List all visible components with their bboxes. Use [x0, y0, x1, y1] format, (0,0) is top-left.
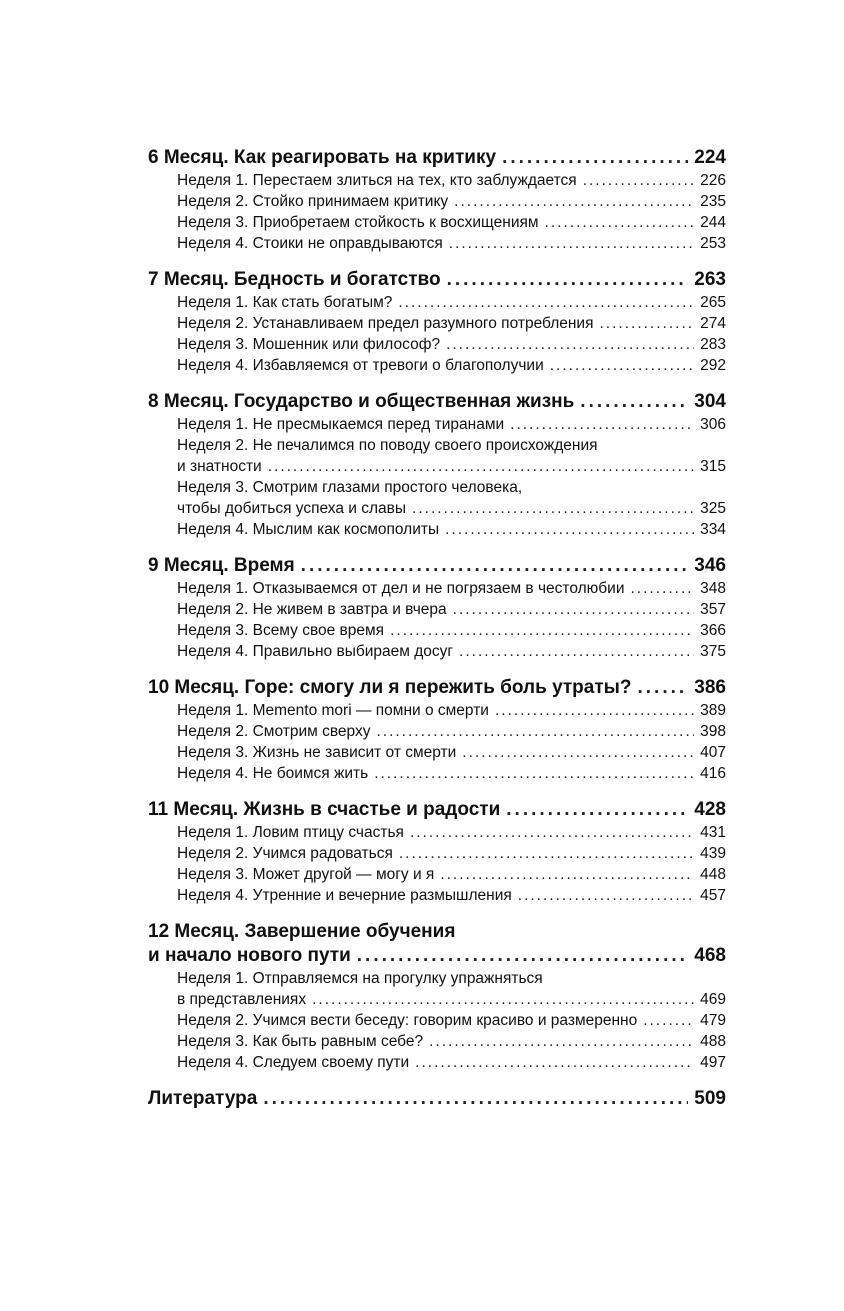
week-list — [148, 292, 726, 376]
dot-leader — [495, 700, 694, 721]
entry-title: Неделя 2. Не живем в завтра и вчера — [177, 601, 447, 618]
entry-title: Неделя 2. Учимся вести беседу: говорим красиво и размеренно — [177, 1012, 638, 1029]
entry-title: Неделя 2. Стойко принимаем критику — [177, 193, 449, 210]
week-row — [177, 456, 726, 477]
entry-title: Неделя 4. Следуем своему пути — [177, 1054, 410, 1071]
week-row — [177, 578, 726, 599]
week-row — [177, 1031, 726, 1052]
entry-title: 8 Месяц. Государство и общественная жизнь — [148, 391, 575, 412]
month-title-line1: 12 Месяц. Завершение обучения — [148, 921, 456, 942]
week-row — [177, 641, 726, 662]
dot-leader — [550, 355, 694, 376]
month-section — [148, 676, 726, 784]
week-entry — [177, 641, 726, 662]
page-number: 274 — [700, 315, 726, 332]
week-list — [148, 822, 726, 906]
week-row — [177, 313, 726, 334]
entry-title: и начало нового пути — [148, 945, 351, 966]
entry-title: Неделя 3. Мошенник или философ? — [177, 336, 441, 353]
week-row — [177, 212, 726, 233]
week-entry — [177, 212, 726, 233]
week-entry — [177, 355, 726, 376]
dot-leader — [399, 843, 694, 864]
week-row — [177, 599, 726, 620]
week-list — [148, 170, 726, 254]
week-row — [177, 700, 726, 721]
week-entry — [177, 763, 726, 784]
dot-leader — [263, 1087, 688, 1111]
month-title-row — [148, 798, 726, 822]
dot-leader — [268, 456, 694, 477]
entry-title: Неделя 4. Не боимся жить — [177, 765, 369, 782]
month-section — [148, 798, 726, 906]
entry-title: 11 Месяц. Жизнь в счастье и радости — [148, 799, 501, 820]
week-row — [177, 355, 726, 376]
page-number: 283 — [700, 336, 726, 353]
month-heading — [148, 146, 726, 170]
dot-leader — [453, 599, 694, 620]
page-number: 407 — [700, 744, 726, 761]
page-number: 235 — [700, 193, 726, 210]
week-entry — [177, 292, 726, 313]
literature-entry — [148, 1087, 726, 1111]
entry-title: Неделя 1. Отказываемся от дел и не погрязаем в честолюбии — [177, 580, 625, 597]
week-entry — [177, 519, 726, 540]
entry-title: Неделя 3. Как быть равным себе? — [177, 1033, 424, 1050]
entry-title: Неделя 4. Правильно выбираем досуг — [177, 643, 454, 660]
page-number: 366 — [700, 622, 726, 639]
dot-leader — [445, 519, 694, 540]
page-number: 346 — [694, 555, 726, 576]
week-list — [148, 968, 726, 1073]
page-number: 348 — [700, 580, 726, 597]
month-title-row — [148, 676, 726, 700]
week-entry — [177, 313, 726, 334]
week-title-line1: Неделя 1. Отправляемся на прогулку упражняться — [177, 970, 543, 987]
entry-title: Неделя 2. Смотрим сверху — [177, 723, 371, 740]
dot-leader — [583, 170, 694, 191]
dot-leader — [459, 641, 694, 662]
dot-leader — [462, 742, 694, 763]
dot-leader — [580, 390, 688, 414]
week-list — [148, 414, 726, 540]
entry-title: 7 Месяц. Бедность и богатство — [148, 269, 441, 290]
month-title-row — [148, 554, 726, 578]
week-list — [148, 700, 726, 784]
page-number: 509 — [694, 1088, 726, 1109]
page-number: 375 — [700, 643, 726, 660]
week-entry — [177, 435, 726, 477]
month-heading — [148, 554, 726, 578]
entry-title: 9 Месяц. Время — [148, 555, 295, 576]
page-number: 325 — [700, 500, 726, 517]
page-number: 253 — [700, 235, 726, 252]
entry-title: 6 Месяц. Как реагировать на критику — [148, 147, 497, 168]
entry-title: Неделя 2. Устанавливаем предел разумного потребления — [177, 315, 594, 332]
month-heading — [148, 268, 726, 292]
page-number: 306 — [700, 416, 726, 433]
week-row — [177, 1052, 726, 1073]
month-section — [148, 146, 726, 254]
week-entry — [177, 233, 726, 254]
dot-leader — [631, 578, 695, 599]
week-row — [177, 1010, 726, 1031]
week-entry — [177, 968, 726, 1010]
dot-leader — [502, 146, 688, 170]
page-number: 431 — [700, 824, 726, 841]
week-entry — [177, 700, 726, 721]
week-title-line1: Неделя 3. Смотрим глазами простого человека, — [177, 479, 523, 496]
dot-leader — [390, 620, 694, 641]
week-row — [177, 843, 726, 864]
entry-title: 10 Месяц. Горе: смогу ли я пережить боль утраты? — [148, 677, 632, 698]
dot-leader — [454, 191, 694, 212]
week-row — [177, 498, 726, 519]
month-title-row — [148, 146, 726, 170]
week-row — [177, 414, 726, 435]
entry-title: чтобы добиться успеха и славы — [177, 500, 407, 517]
week-row — [177, 864, 726, 885]
page-number: 304 — [694, 391, 726, 412]
week-entry — [177, 721, 726, 742]
month-heading — [148, 920, 726, 968]
week-entry — [177, 1010, 726, 1031]
dot-leader — [312, 989, 694, 1010]
dot-leader — [545, 212, 695, 233]
week-entry — [177, 170, 726, 191]
week-entry — [177, 742, 726, 763]
page-number: 457 — [700, 887, 726, 904]
week-row — [177, 822, 726, 843]
page-number: 416 — [700, 765, 726, 782]
page-number: 224 — [694, 147, 726, 168]
month-heading — [148, 676, 726, 700]
month-title-row — [148, 944, 726, 968]
dot-leader — [643, 1010, 694, 1031]
entry-title: Неделя 1. Перестаем злиться на тех, кто заблуждается — [177, 172, 577, 189]
dot-leader — [447, 268, 689, 292]
dot-leader — [440, 864, 694, 885]
page-number: 439 — [700, 845, 726, 862]
page-number: 265 — [700, 294, 726, 311]
dot-leader — [518, 885, 694, 906]
page-number: 389 — [700, 702, 726, 719]
entry-title: Неделя 2. Учимся радоваться — [177, 845, 393, 862]
page-number: 244 — [700, 214, 726, 231]
month-heading — [148, 798, 726, 822]
dot-leader — [449, 233, 694, 254]
entry-title: Неделя 4. Стоики не оправдываются — [177, 235, 443, 252]
dot-leader — [446, 334, 694, 355]
entry-title: Литература — [148, 1088, 258, 1109]
week-entry — [177, 414, 726, 435]
page-number: 226 — [700, 172, 726, 189]
entry-title: Неделя 4. Мыслим как космополиты — [177, 521, 440, 538]
dot-leader — [398, 292, 694, 313]
week-title-line1: Неделя 2. Не печалимся по поводу своего происхождения — [177, 437, 598, 454]
month-heading — [148, 390, 726, 414]
week-row — [177, 191, 726, 212]
week-row — [177, 989, 726, 1010]
page-number: 386 — [694, 677, 726, 698]
week-row — [177, 292, 726, 313]
dot-leader — [429, 1031, 694, 1052]
entry-title: Неделя 1. Не пресмыкаемся перед тиранами — [177, 416, 505, 433]
page-number: 448 — [700, 866, 726, 883]
dot-leader — [599, 313, 694, 334]
literature-row — [148, 1087, 726, 1111]
week-entry — [177, 843, 726, 864]
page-number: 292 — [700, 357, 726, 374]
page-number: 497 — [700, 1054, 726, 1071]
dot-leader — [410, 822, 694, 843]
dot-leader — [301, 554, 689, 578]
entry-title: и знатности — [177, 458, 262, 475]
month-section — [148, 920, 726, 1073]
page-number: 398 — [700, 723, 726, 740]
week-entry — [177, 864, 726, 885]
table-of-contents — [148, 146, 726, 1111]
month-section — [148, 554, 726, 662]
week-entry — [177, 1052, 726, 1073]
week-row — [177, 233, 726, 254]
page-number: 488 — [700, 1033, 726, 1050]
week-entry — [177, 1031, 726, 1052]
page-number: 428 — [694, 799, 726, 820]
page-number: 334 — [700, 521, 726, 538]
entry-title: Неделя 3. Жизнь не зависит от смерти — [177, 744, 457, 761]
entry-title: Неделя 4. Утренние и вечерние размышления — [177, 887, 512, 904]
dot-leader — [506, 798, 688, 822]
week-row — [177, 519, 726, 540]
week-entry — [177, 578, 726, 599]
entry-title: Неделя 1. Memento mori — помни о смерти — [177, 702, 489, 719]
week-row — [177, 334, 726, 355]
page-number: 479 — [700, 1012, 726, 1029]
entry-title: Неделя 1. Ловим птицу счастья — [177, 824, 404, 841]
month-title-row — [148, 268, 726, 292]
week-row — [177, 885, 726, 906]
week-row — [177, 742, 726, 763]
dot-leader — [415, 1052, 694, 1073]
dot-leader — [374, 763, 694, 784]
page-number: 468 — [694, 945, 726, 966]
week-row — [177, 763, 726, 784]
entry-title: Неделя 3. Может другой — могу и я — [177, 866, 435, 883]
week-entry — [177, 599, 726, 620]
week-row — [177, 721, 726, 742]
month-title-row — [148, 390, 726, 414]
dot-leader — [412, 498, 694, 519]
dot-leader — [637, 676, 688, 700]
week-entry — [177, 477, 726, 519]
entry-title: Неделя 4. Избавляемся от тревоги о благополучии — [177, 357, 544, 374]
entry-title: Неделя 1. Как стать богатым? — [177, 294, 393, 311]
page-number: 315 — [700, 458, 726, 475]
month-section — [148, 390, 726, 540]
week-entry — [177, 822, 726, 843]
week-row — [177, 170, 726, 191]
dot-leader — [510, 414, 694, 435]
page-number: 357 — [700, 601, 726, 618]
dot-leader — [376, 721, 694, 742]
week-row — [177, 620, 726, 641]
entry-title: Неделя 3. Всему свое время — [177, 622, 385, 639]
page-number: 263 — [694, 269, 726, 290]
week-entry — [177, 191, 726, 212]
month-section — [148, 268, 726, 376]
page-number: 469 — [700, 991, 726, 1008]
week-list — [148, 578, 726, 662]
week-entry — [177, 334, 726, 355]
dot-leader — [357, 944, 689, 968]
week-entry — [177, 885, 726, 906]
entry-title: Неделя 3. Приобретаем стойкость к восхищениям — [177, 214, 539, 231]
week-entry — [177, 620, 726, 641]
entry-title: в представлениях — [177, 991, 307, 1008]
